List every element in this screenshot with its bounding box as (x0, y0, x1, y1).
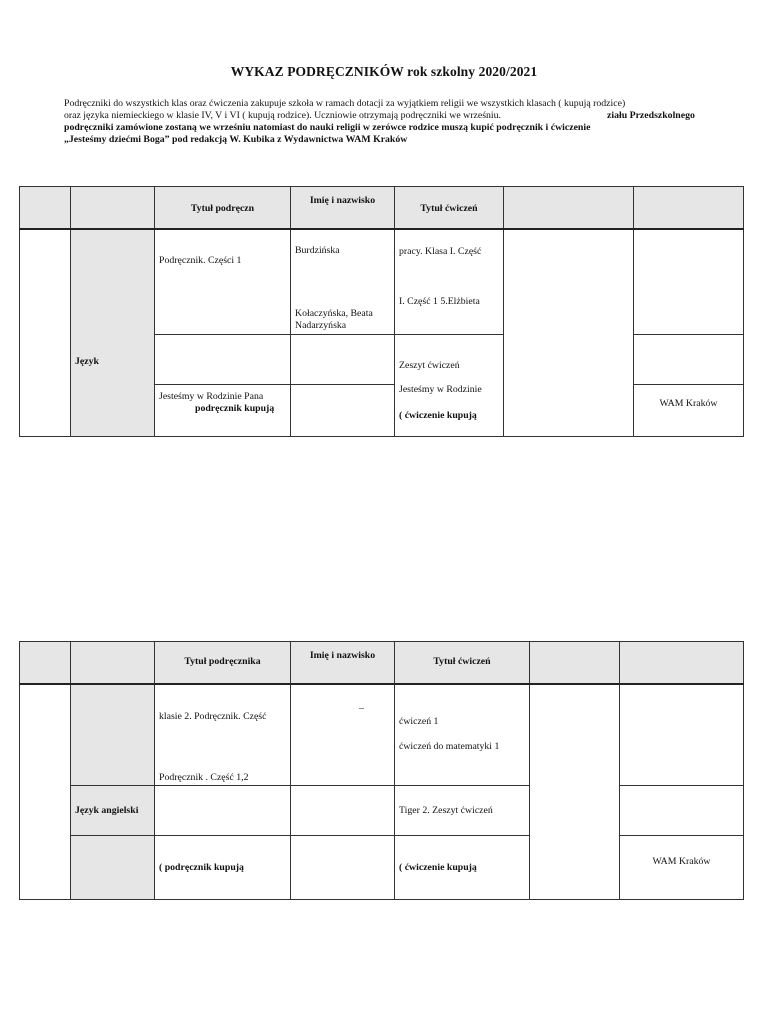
table-1-header-row (20, 187, 744, 229)
author-cell (291, 786, 395, 836)
textbook-cell: Jesteśmy w Rodzinie Pana podręcznik kupują (155, 385, 291, 437)
exercise-cell: Tiger 2. Zeszyt ćwiczeń (395, 786, 530, 836)
subject-cell (71, 684, 155, 786)
header-cell-empty-4 (620, 642, 744, 684)
header-exercise-title: Tytuł ćwiczeń (395, 642, 530, 684)
subject-cell (71, 836, 155, 900)
author-cell: Burdzińska Kołaczyńska, Beata Nadarzyńska (291, 229, 395, 335)
textbook-table-2 (19, 641, 744, 900)
class-cell (20, 684, 71, 900)
textbook-cell (155, 335, 291, 385)
exercise-cell: pracy. Klasa I. Część I. Część 1 5.Elżbieta (395, 229, 504, 335)
header-cell-empty-3 (530, 642, 620, 684)
publisher-cell: WAM Kraków (620, 836, 744, 900)
textbook-cell: Podręcznik. Części 1 (155, 229, 291, 335)
author-cell: – (291, 684, 395, 786)
header-cell-empty-2 (71, 642, 155, 684)
table-row (20, 229, 744, 335)
intro-line-2 (64, 110, 704, 122)
header-cell-empty-2 (71, 187, 155, 229)
header-exercise-title: Tytuł ćwiczeń (395, 187, 504, 229)
subject-cell: Język (71, 229, 155, 437)
author-cell (291, 836, 395, 900)
exercise-cell: Zeszyt ćwiczeń Jesteśmy w Rodzinie ( ćwiczenie kupują (395, 335, 504, 437)
intro-line-2-bold: ziału Przedszkolnego (607, 110, 695, 121)
subject-cell: Język angielski (71, 786, 155, 836)
exercise-cell: ćwiczeń 1 ćwiczeń do matematyki 1 (395, 684, 530, 786)
header-cell-empty-1 (20, 642, 71, 684)
publisher-cell (620, 786, 744, 836)
header-cell-empty-3 (504, 187, 634, 229)
exercise-cell: ( ćwiczenie kupują (395, 836, 530, 900)
table-row (20, 684, 744, 786)
intro-paragraph (64, 98, 704, 146)
textbook-cell (155, 786, 291, 836)
textbook-table-1 (19, 186, 744, 437)
header-cell-empty-1 (20, 187, 71, 229)
table-2-header-row (20, 642, 744, 684)
intro-line-1: Podręczniki do wszystkich klas oraz ćwiczenia zakupuje szkoła w ramach dotacji za wyjątkiem religii we wszystkich klasach ( kupują rodzice) (64, 98, 626, 109)
author-cell (291, 385, 395, 437)
publisher-cell (634, 229, 744, 335)
table-row (20, 836, 744, 900)
publisher-cell: WAM Kraków (634, 385, 744, 437)
author-cell (291, 335, 395, 385)
header-cell-empty-4 (634, 187, 744, 229)
table-row (20, 786, 744, 836)
extra-cell (504, 229, 634, 437)
header-textbook-title: Tytuł podręczn (155, 187, 291, 229)
publisher-cell (620, 684, 744, 786)
class-cell (20, 229, 71, 437)
header-author: Imię i nazwisko (291, 642, 395, 684)
textbook-cell: ( podręcznik kupują (155, 836, 291, 900)
header-author: Imię i nazwisko (291, 187, 395, 229)
header-textbook-title: Tytuł podręcznika (155, 642, 291, 684)
publisher-cell (634, 335, 744, 385)
textbook-cell: klasie 2. Podręcznik. Część Podręcznik . Część 1,2 (155, 684, 291, 786)
intro-line-3: podręczniki zamówione zostaną we wrześniu natomiast do nauki religii w zerówce rodzice muszą kupić podręcznik i ćwiczenie (64, 122, 591, 133)
intro-line-2-text: oraz języka niemieckiego w klasie IV, V i VI ( kupują rodzice). Uczniowie otrzymają podręczniki we wrześniu. (64, 110, 501, 121)
document-title: WYKAZ PODRĘCZNIKÓW rok szkolny 2020/2021 (230, 64, 538, 79)
intro-line-4: „Jesteśmy dziećmi Boga” pod redakcją W. Kubika z Wydawnictwa WAM Kraków (64, 134, 408, 145)
extra-cell (530, 684, 620, 900)
